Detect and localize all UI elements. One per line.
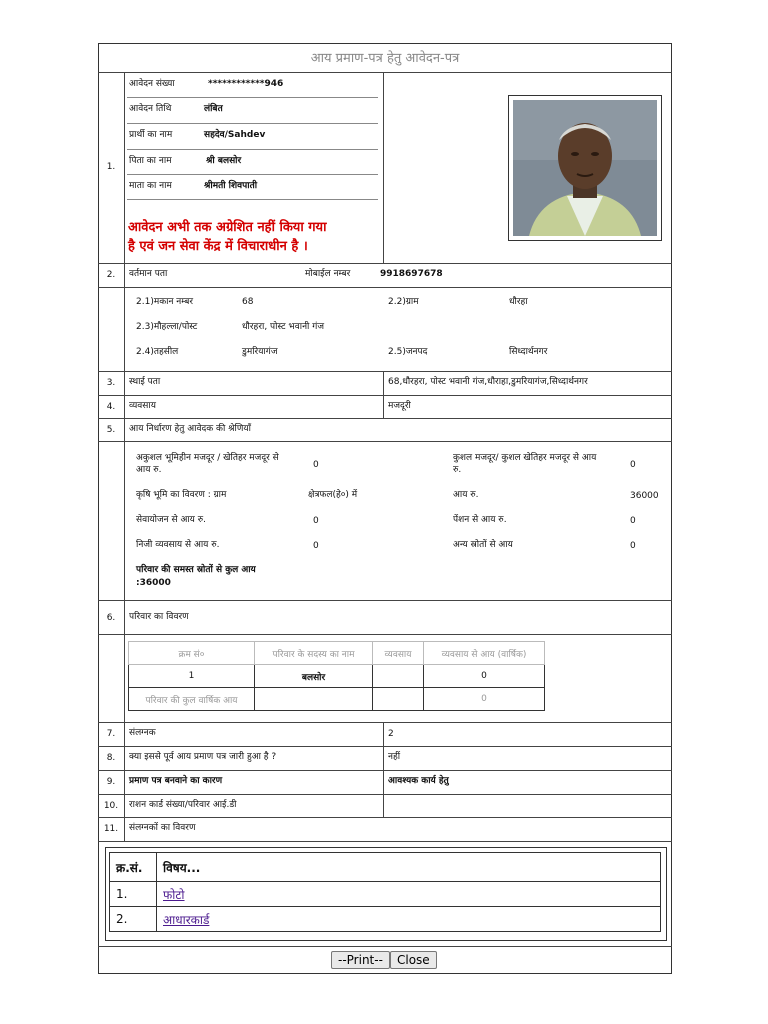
agri-income-label: आय रु.	[453, 490, 479, 500]
table-cell: 1.	[110, 882, 157, 907]
status-message-line1: आवेदन अभी तक अग्रेशित नहीं किया गया	[128, 220, 327, 235]
table-cell: बलसोर	[255, 665, 373, 688]
attachment-link-aadhaar[interactable]: आधारकार्ड	[163, 912, 210, 927]
service-income-value: 0	[313, 516, 319, 526]
person-portrait-icon	[509, 96, 661, 240]
unskilled-income-value: 0	[313, 460, 319, 470]
family-total-label: परिवार की कुल वार्षिक आय	[129, 688, 255, 711]
mother-name-label: माता का नाम	[129, 181, 172, 191]
family-total-value: 0	[424, 688, 545, 711]
district-value: सिध्दार्थनगर	[509, 347, 548, 357]
attachment-count-value: 2	[388, 729, 394, 739]
table-cell	[157, 907, 661, 932]
attachment-link-photo[interactable]: फोटो	[163, 887, 185, 902]
table-row	[129, 665, 545, 688]
service-income-label: सेवायोजन से आय रु.	[136, 515, 206, 525]
income-category-heading: आय निर्धारण हेतु आवेदक की श्रेणियाँ	[129, 424, 251, 434]
application-number-value: ************946	[208, 79, 284, 89]
tehsil-value: डुमरियागंज	[242, 347, 278, 357]
total-income-value: :36000	[136, 578, 171, 588]
previous-certificate-value: नहीं	[388, 752, 401, 762]
skilled-income-label-cont: रु.	[453, 465, 462, 475]
other-income-label: अन्य स्रोतों से आय	[453, 540, 513, 550]
total-income-label: परिवार की समस्त स्रोतों से कुल आय	[136, 565, 256, 575]
applicant-photo	[508, 95, 662, 241]
table-cell	[157, 882, 661, 907]
table-cell: 0	[424, 665, 545, 688]
row-number: 5.	[106, 425, 116, 435]
area-label: क्षेत्रफल(हे०) में	[308, 490, 358, 500]
application-date-value: लंबित	[204, 104, 223, 114]
print-button[interactable]: --Print--	[331, 951, 390, 969]
table-header-cell: व्यवसाय से आय (वार्षिक)	[424, 642, 545, 665]
pension-income-value: 0	[630, 516, 636, 526]
table-header-cell: परिवार के सदस्य का नाम	[255, 642, 373, 665]
table-cell: 1	[129, 665, 255, 688]
row-number: 9.	[106, 777, 116, 787]
mohalla-value: धौरहरा, पोस्ट भवानी गंज	[242, 322, 324, 332]
row-number: 3.	[106, 378, 116, 388]
table-header-cell: क्र.सं.	[110, 853, 157, 882]
table-cell	[255, 688, 373, 711]
table-header-cell: विषय...	[157, 853, 661, 882]
unskilled-income-label: अकुशल भूमिहीन मजदूर / खेतिहर मजदूर से	[136, 453, 279, 463]
attachment-count-label: संलग्नक	[129, 728, 156, 738]
row-number: 6.	[106, 613, 116, 623]
tehsil-label: 2.4)तहसील	[136, 347, 179, 357]
table-header-row	[129, 642, 545, 665]
row-number: 10.	[103, 801, 119, 811]
reason-label: प्रमाण पत्र बनवाने का कारण	[129, 776, 223, 786]
close-button[interactable]: Close	[390, 951, 437, 969]
family-table	[128, 641, 545, 711]
mobile-label: मोबाईल नम्बर	[305, 269, 351, 279]
row-number: 4.	[106, 402, 116, 412]
business-income-value: 0	[313, 541, 319, 551]
village-label: 2.2)ग्राम	[388, 297, 419, 307]
table-header-cell: व्यवसाय	[373, 642, 424, 665]
agri-land-label: कृषि भूमि का विवरण : ग्राम	[136, 490, 227, 500]
attachments-table	[109, 852, 661, 932]
application-date-label: आवेदन तिथि	[129, 104, 172, 114]
permanent-address-label: स्थाई पता	[129, 377, 161, 387]
table-total-row	[129, 688, 545, 711]
previous-certificate-label: क्या इससे पूर्व आय प्रमाण पत्र जारी हुआ है ?	[129, 752, 277, 762]
permanent-address-value: 68,धौरहरा, पोस्ट भवानी गंज,धौराहा,डुमरियागंज,सिध्दार्थनगर	[388, 377, 588, 387]
business-income-label: निजी व्यवसाय से आय रु.	[136, 540, 220, 550]
reason-value: आवश्यक कार्य हेतु	[388, 776, 449, 786]
table-row	[110, 882, 661, 907]
mohalla-label: 2.3)मौहल्ला/पोस्ट	[136, 322, 198, 332]
current-address-label: वर्तमान पता	[129, 269, 168, 279]
table-header-row	[110, 853, 661, 882]
row-number: 11.	[103, 824, 119, 834]
applicant-name-value: सहदेव/Sahdev	[204, 130, 266, 140]
attachment-details-label: संलग्नकों का विवरण	[129, 823, 196, 833]
mother-name-value: श्रीमती शिवपाती	[204, 181, 258, 191]
agri-income-value: 36000	[630, 491, 659, 501]
skilled-income-value: 0	[630, 460, 636, 470]
table-row	[110, 907, 661, 932]
row-number: 7.	[106, 729, 116, 739]
father-name-label: पिता का नाम	[129, 156, 172, 166]
unskilled-income-label-cont: आय रु.	[136, 465, 162, 475]
district-label: 2.5)जनपद	[388, 347, 428, 357]
table-cell	[373, 688, 424, 711]
father-name-value: श्री बलसोर	[206, 156, 242, 166]
form-title: आय प्रमाण-पत्र हेतु आवेदन-पत्र	[310, 51, 460, 66]
other-income-value: 0	[630, 541, 636, 551]
table-cell: 2.	[110, 907, 157, 932]
row-number: 1.	[106, 162, 116, 172]
row-number: 8.	[106, 753, 116, 763]
mobile-value: 9918697678	[380, 269, 443, 279]
occupation-label: व्यवसाय	[129, 401, 156, 411]
table-cell	[373, 665, 424, 688]
skilled-income-label: कुशल मजदूर/ कुशल खेतिहर मजदूर से आय	[453, 453, 597, 463]
occupation-value: मजदूरी	[388, 401, 411, 411]
house-number-value: 68	[242, 297, 254, 307]
ration-card-label: राशन कार्ड संख्या/परिवार आई.डी	[129, 800, 237, 810]
row-number: 2.	[106, 270, 116, 280]
application-number-label: आवेदन संख्या	[129, 79, 175, 89]
house-number-label: 2.1)मकान नम्बर	[136, 297, 194, 307]
village-value: धौरहा	[509, 297, 528, 307]
applicant-name-label: प्रार्थी का नाम	[129, 130, 173, 140]
pension-income-label: पेंशन से आय रु.	[453, 515, 507, 525]
table-header-cell: क्रम सं०	[129, 642, 255, 665]
family-details-heading: परिवार का विवरण	[129, 612, 189, 622]
status-message-line2: है एवं जन सेवा केंद्र में विचाराधीन है ।	[128, 239, 308, 254]
